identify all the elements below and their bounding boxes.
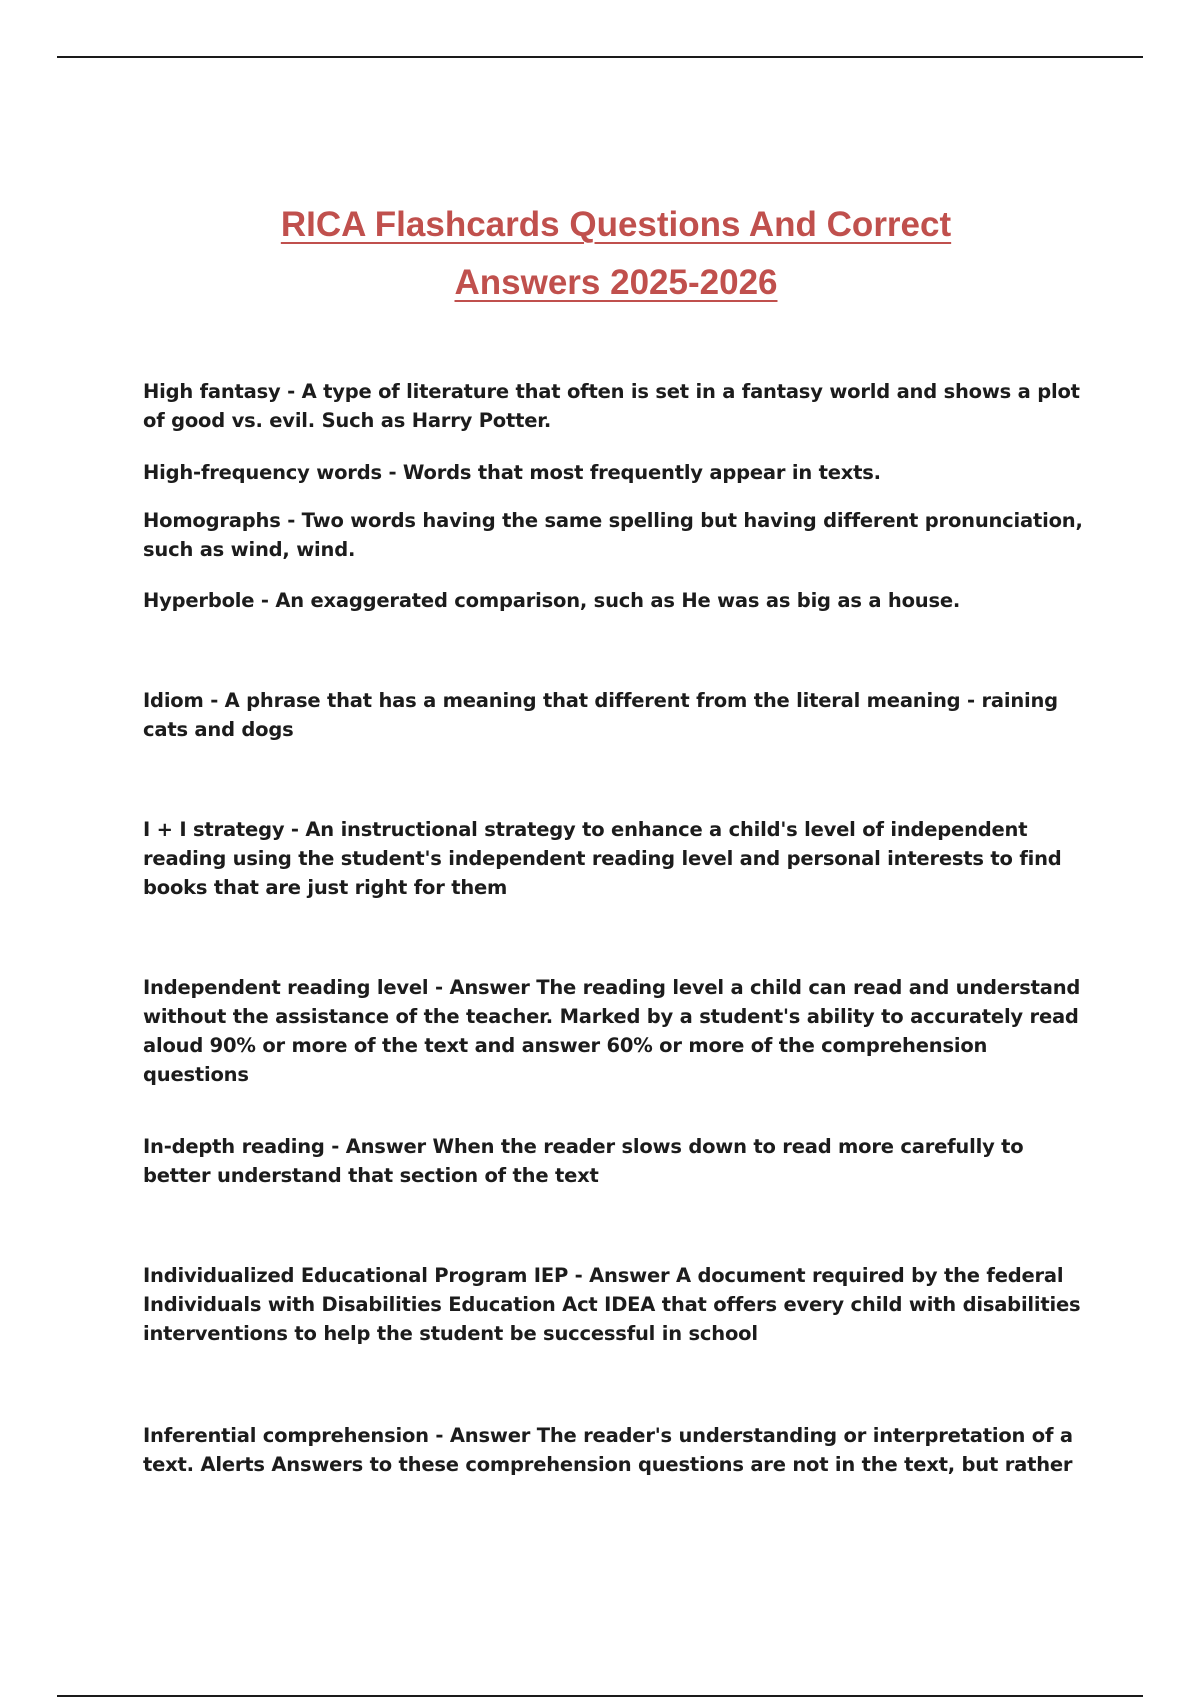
entry-iep: Individualized Educational Program IEP - Answer A document required by the federal Individuals with Disabilities Education Act IDEA that offers every child with disabilities interventions to help the student be successful in school: [143, 1264, 1081, 1345]
bottom-rule: [57, 1695, 1143, 1697]
entry-i-plus-i-strategy: I + I strategy - An instructional strategy to enhance a child's level of independent reading using the student's independent reading level and personal interests to find books that are just right for them: [143, 818, 1062, 899]
title-line-1: RICA Flashcards Questions And Correct: [280, 205, 952, 244]
entry-idiom: Idiom - A phrase that has a meaning that different from the literal meaning - raining cats and dogs: [143, 689, 1058, 741]
entry-inferential-comprehension: Inferential comprehension - Answer The reader's understanding or interpretation of a text. Alerts Answers to these comprehension questions are not in the text, but rather: [143, 1424, 1073, 1476]
entry-high-frequency-words: High-frequency words - Words that most frequently appear in texts.: [143, 461, 881, 484]
entry-homographs: Homographs - Two words having the same spelling but having different pronunciation, such as wind, wind.: [143, 509, 1083, 561]
entry-in-depth-reading: In-depth reading - Answer When the reader slows down to read more carefully to better understand that section of the text: [143, 1135, 1024, 1187]
title-line-2: Answers 2025-2026: [454, 263, 778, 302]
entry-high-fantasy: High fantasy - A type of literature that often is set in a fantasy world and shows a plot of good vs. evil. Such as Harry Potter.: [143, 380, 1080, 432]
top-rule: [57, 56, 1143, 58]
entry-hyperbole: Hyperbole - An exaggerated comparison, such as He was as big as a house.: [143, 589, 961, 612]
page-title: [100, 196, 1132, 312]
entry-independent-reading-level: Independent reading level - Answer The reading level a child can read and understand without the assistance of the teacher. Marked by a student's ability to accurately read aloud 90% or more of the text and answer 60% or more of the comprehension questions: [143, 976, 1081, 1086]
